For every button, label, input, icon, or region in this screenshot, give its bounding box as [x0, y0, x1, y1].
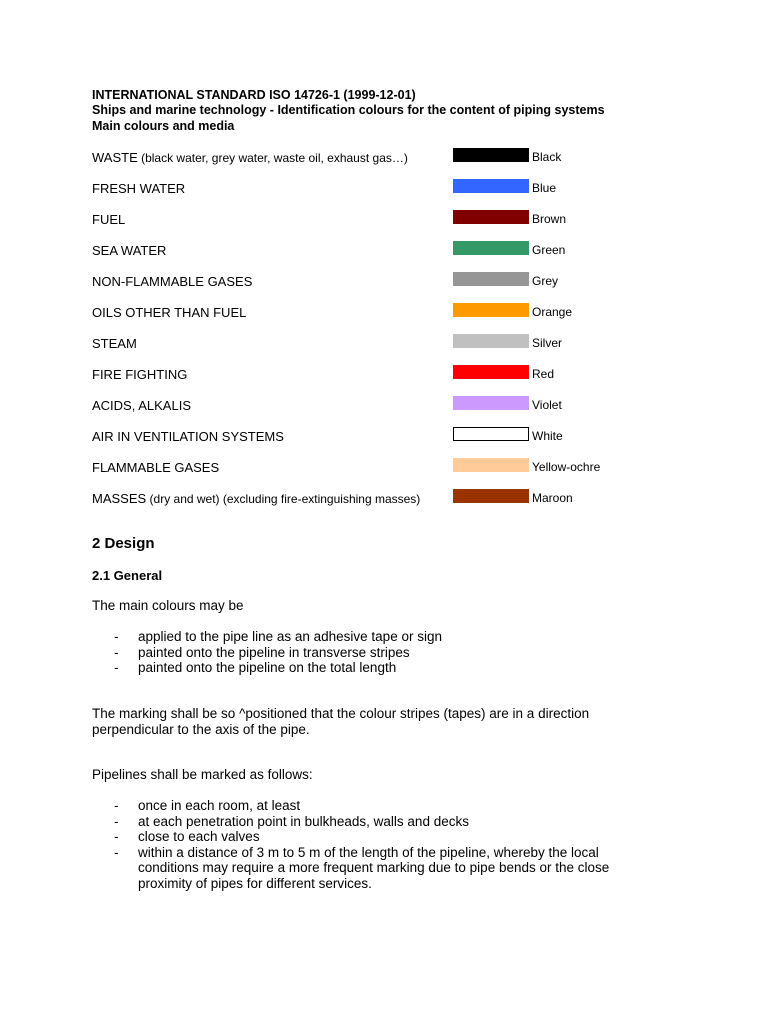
media-label [92, 212, 125, 227]
colour-name: Red [532, 367, 555, 381]
colour-swatch [453, 489, 529, 503]
marking-locations-list [0, 798, 768, 891]
media-name: OILS OTHER THAN FUEL [92, 305, 247, 320]
table-caption: Main colours and media [92, 119, 235, 133]
media-label [92, 398, 191, 413]
media-name: MASSES [92, 491, 147, 506]
colour-swatch [453, 365, 529, 379]
list-dash: - [114, 660, 119, 675]
media-name: SEA WATER [92, 243, 167, 258]
colour-row [0, 427, 768, 447]
media-name: NON-FLAMMABLE GASES [92, 274, 253, 289]
media-name: AIR IN VENTILATION SYSTEMS [92, 429, 284, 444]
list-item-text: painted onto the pipeline on the total length [138, 660, 397, 675]
media-name: ACIDS, ALKALIS [92, 398, 191, 413]
colour-row [0, 210, 768, 230]
list-dash: - [114, 844, 119, 860]
media-label [92, 429, 284, 444]
list-dash: - [114, 813, 119, 829]
colour-name: Maroon [532, 491, 573, 505]
media-detail: (black water, grey water, waste oil, exhaust gas…) [137, 151, 408, 165]
list-item [0, 660, 768, 676]
colour-name: Green [532, 243, 566, 257]
colour-swatch [453, 427, 529, 441]
media-name: FIRE FIGHTING [92, 367, 188, 382]
colour-name: Grey [532, 274, 559, 288]
list-item-text: close to each valves [138, 829, 260, 844]
list-item-text: once in each room, at least [138, 798, 301, 813]
colour-row [0, 334, 768, 354]
media-name: WASTE [92, 150, 138, 165]
colour-swatch [453, 303, 529, 317]
section-heading-design: 2 Design [92, 535, 155, 552]
marking-paragraph-line1: The marking shall be so ^positioned that the colour stripes (tapes) are in a direction [92, 706, 590, 721]
colour-name: White [532, 429, 563, 443]
colour-name: Orange [532, 305, 573, 319]
media-detail: (dry and wet) (excluding fire-extinguishing masses) [146, 492, 421, 506]
marking-paragraph-line2: perpendicular to the axis of the pipe. [92, 722, 310, 737]
colour-row [0, 365, 768, 385]
media-name: STEAM [92, 336, 137, 351]
colour-row [0, 272, 768, 292]
list-item [0, 629, 768, 645]
media-label [92, 491, 420, 506]
list-item-text: applied to the pipe line as an adhesive tape or sign [138, 629, 442, 644]
colour-row [0, 489, 768, 509]
colour-row [0, 241, 768, 261]
list-dash: - [114, 629, 119, 644]
colour-row [0, 303, 768, 323]
colour-name: Silver [532, 336, 563, 350]
standard-title: INTERNATIONAL STANDARD ISO 14726-1 (1999-12-01) [92, 88, 416, 102]
media-label [92, 367, 187, 382]
colour-swatch [453, 148, 529, 162]
media-name: FUEL [92, 212, 126, 227]
list-item-text: painted onto the pipeline in transverse stripes [138, 644, 410, 660]
colour-swatch [453, 334, 529, 348]
list-item [0, 645, 768, 661]
media-label [92, 305, 246, 320]
application-methods-list [0, 629, 768, 676]
list-dash: - [114, 644, 119, 660]
colour-name: Blue [532, 181, 557, 195]
list-item-text: at each penetration point in bulkheads, walls and decks [138, 813, 469, 829]
media-label [92, 181, 185, 196]
colour-swatch [453, 396, 529, 410]
media-label [92, 274, 252, 289]
standard-subtitle: Ships and marine technology - Identification colours for the content of piping systems [92, 103, 605, 117]
pipelines-intro-paragraph: Pipelines shall be marked as follows: [92, 767, 313, 782]
colour-name: Yellow-ochre [532, 460, 601, 474]
list-item-text: within a distance of 3 m to 5 m of the length of the pipeline, whereby the local conditions may require a more frequent marking due to pipe bends or the close proximity of pipes for different services. [138, 844, 610, 891]
colour-swatch [453, 210, 529, 224]
media-label [92, 243, 166, 258]
media-name: FRESH WATER [92, 181, 186, 196]
media-name: FLAMMABLE GASES [92, 460, 220, 475]
colour-name: Brown [532, 212, 567, 226]
colour-name: Black [532, 150, 562, 164]
colour-row [0, 458, 768, 478]
colour-name: Violet [532, 398, 562, 412]
list-dash: - [114, 798, 119, 813]
media-label [92, 460, 219, 475]
list-item [0, 798, 768, 814]
colour-swatch [453, 179, 529, 193]
colour-swatch [453, 272, 529, 286]
list-item [0, 829, 768, 845]
list-item [0, 814, 768, 830]
list-item [0, 845, 768, 892]
colour-row [0, 148, 768, 168]
colour-swatch [453, 241, 529, 255]
colour-row [0, 179, 768, 199]
colour-row [0, 396, 768, 416]
intro-paragraph: The main colours may be [92, 598, 244, 613]
subsection-heading-general: 2.1 General [92, 568, 163, 583]
media-label [92, 336, 137, 351]
colour-swatch [453, 458, 529, 472]
list-dash: - [114, 829, 119, 844]
media-label [92, 150, 408, 165]
